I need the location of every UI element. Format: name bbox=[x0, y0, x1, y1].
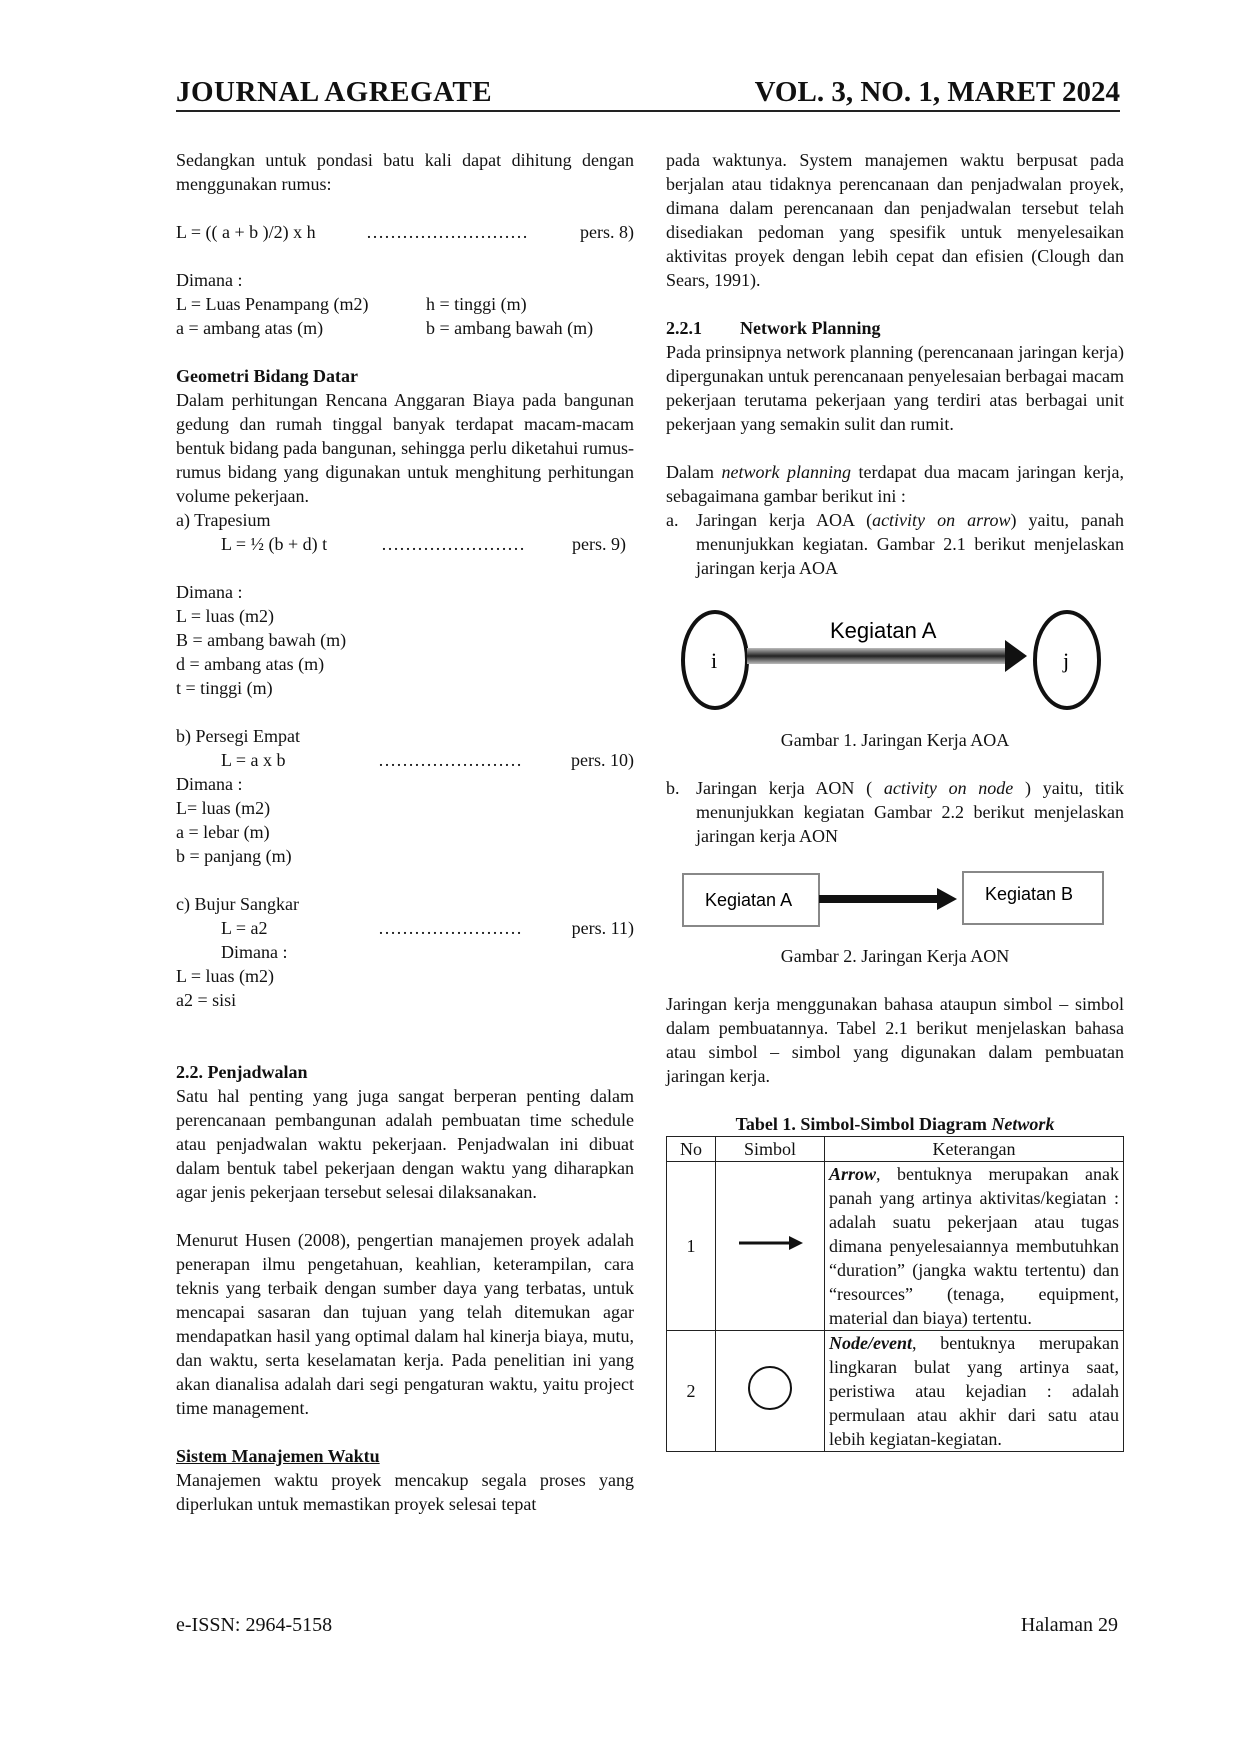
equation-9 bbox=[176, 532, 634, 556]
list-item-aoa bbox=[666, 508, 1124, 580]
text-run: Dalam bbox=[666, 462, 722, 482]
link-arrow-shaft bbox=[819, 895, 939, 903]
paragraph: Jaringan kerja menggunakan bahasa ataupun simbol – simbol dalam pembuatannya. Tabel 2.1 berikut menjelaskan bahasa atau simbol – simbol yang digunakan dalam pembuatan jaringan kerja. bbox=[666, 994, 1124, 1086]
italic-term: Network bbox=[991, 1114, 1055, 1134]
section-number: 2.2.1 bbox=[666, 318, 702, 338]
figure-caption: Gambar 2. Jaringan Kerja AON bbox=[780, 946, 1010, 966]
row-number: 2 bbox=[667, 1331, 716, 1452]
equation-ref: pers. 10) bbox=[571, 750, 634, 770]
intro-text: Sedangkan untuk pondasi batu kali dapat dihitung dengan menggunakan rumus: bbox=[176, 150, 634, 194]
definition-row bbox=[176, 316, 634, 340]
journal-header bbox=[176, 74, 1120, 112]
equation-formula: L = a x b bbox=[221, 750, 286, 770]
list-text bbox=[696, 776, 1124, 848]
equation-formula: L = a2 bbox=[221, 918, 268, 938]
definition: b = ambang bawah (m) bbox=[426, 318, 594, 338]
node-circle-icon bbox=[745, 1363, 795, 1413]
node-i-label: i bbox=[711, 648, 718, 673]
italic-term: activity on arrow bbox=[872, 510, 1011, 530]
symbol-cell bbox=[716, 1331, 825, 1452]
paragraph bbox=[666, 460, 1124, 508]
section-heading: Sistem Manajemen Waktu bbox=[176, 1446, 380, 1466]
list-label: a) Trapesium bbox=[176, 510, 271, 530]
description: , bentuknya merupakan anak panah yang artinya aktivitas/kegiatan : adalah suatu pekerjaan atau tugas dimana penyelesaiannya membutuhkan “duration” (jangka waktu tertentu) dan “resources” (tenaga, equipment, material dan biaya) tertentu. bbox=[829, 1164, 1119, 1328]
paragraph: Manajemen waktu proyek mencakup segala proses yang diperlukan untuk memastikan proyek selesai tepat bbox=[176, 1470, 634, 1514]
definition: L = luas (m2) bbox=[176, 606, 274, 626]
definition: L= luas (m2) bbox=[176, 798, 271, 818]
table-row bbox=[667, 1331, 1124, 1452]
arrow-icon bbox=[735, 1233, 805, 1253]
row-number: 1 bbox=[667, 1162, 716, 1331]
node-j-label: j bbox=[1063, 648, 1070, 673]
column-header: No bbox=[667, 1137, 716, 1162]
paragraph: Pada prinsipnya network planning (perencanaan jaringan kerja) dipergunakan untuk perencanaan penyelesaian berbagai macam pekerjaan terutama pekerjaan yang terdiri atas berbagai unit pekerjaan yang semakin sulit dan rumit. bbox=[666, 342, 1124, 434]
definition: B = ambang bawah (m) bbox=[176, 630, 347, 650]
dimana-label: Dimana : bbox=[176, 270, 243, 290]
dimana-label: Dimana : bbox=[221, 942, 288, 962]
volume-info: VOL. 3, NO. 1, MARET 2024 bbox=[754, 76, 1120, 108]
figure-aoa bbox=[666, 600, 1124, 720]
text-run: terdapat dua macam jaringan kerja, sebagaimana gambar berikut ini : bbox=[666, 462, 1124, 506]
figure-aon bbox=[666, 868, 1124, 932]
description-cell bbox=[825, 1162, 1124, 1331]
description-cell bbox=[825, 1331, 1124, 1452]
text-run: ) yaitu, titik menunjukkan kegiatan Gambar 2.2 berikut menjelaskan jaringan kerja AON bbox=[696, 778, 1124, 846]
definition: L = Luas Penampang (m2) bbox=[176, 294, 369, 314]
paragraph: Dalam perhitungan Rencana Anggaran Biaya pada bangunan gedung dan rumah tinggal banyak terdapat macam-macam bentuk bidang pada bangunan, sehingga perlu diketahui rumus-rumus bidang yang digunakan untuk menghitung perhitungan volume pekerjaan. bbox=[176, 390, 634, 506]
definition: a2 = sisi bbox=[176, 990, 237, 1010]
text-run: Jaringan kerja AOA ( bbox=[696, 510, 873, 530]
paragraph: Menurut Husen (2008), pengertian manajemen proyek adalah penerapan ilmu pengetahuan, keahlian, keterampilan, cara teknis yang terbaik dengan sumber daya yang terbatas, untuk mencapai sasaran dan tujuan yang telah ditemukan agar mendapatkan hasil yang optimal dalam hal kinerja biaya, mutu, dan waktu, serta keselamatan kerja. Pada penelitian ini yang akan dianalisa adalah dari segi pengaturan waktu, yaitu project time management. bbox=[176, 1230, 634, 1418]
equation-dots: …………………… bbox=[381, 534, 525, 554]
paragraph: Satu hal penting yang juga sangat berperan penting dalam perencanaan pembangunan adalah pembuatan time schedule atau penjadwalan waktu pekerjaan. Penjadwalan ini dibuat dalam bentuk tabel pekerjaan dengan waktu yang diharapkan agar jenis pekerjaan tersebut selesai dilaksanakan. bbox=[176, 1086, 634, 1202]
equation-dots: …………………… bbox=[378, 918, 522, 938]
definition: L = luas (m2) bbox=[176, 966, 274, 986]
equation-dots: ……………………… bbox=[366, 222, 528, 242]
definition-row bbox=[176, 292, 634, 316]
activity-box-b-label: Kegiatan B bbox=[985, 884, 1074, 904]
definition: d = ambang atas (m) bbox=[176, 654, 325, 674]
symbol-cell bbox=[716, 1162, 825, 1331]
footer-issn: e-ISSN: 2964-5158 bbox=[176, 1614, 333, 1636]
symbol-table bbox=[666, 1136, 1124, 1452]
italic-term: network planning bbox=[721, 462, 852, 482]
italic-term: activity on node bbox=[883, 778, 1014, 798]
equation-ref: pers. 8) bbox=[580, 222, 634, 242]
definition: a = lebar (m) bbox=[176, 822, 270, 842]
activity-arrow-shaft bbox=[747, 648, 1007, 664]
definition: t = tinggi (m) bbox=[176, 678, 273, 698]
text-run: Tabel 1. Simbol-Simbol Diagram bbox=[735, 1114, 992, 1134]
table-row bbox=[667, 1162, 1124, 1331]
text-run: ) yaitu, panah menunjukkan kegiatan. Gambar 2.1 berikut menjelaskan jaringan kerja AOA bbox=[696, 510, 1124, 578]
section-heading: 2.2. Penjadwalan bbox=[176, 1062, 308, 1082]
section-heading bbox=[666, 316, 1124, 340]
description: , bentuknya merupakan lingkaran bulat yang artinya saat, peristiwa atau kejadian : adalah permulaan atau akhir dari satu atau lebih kegiatan-kegiatan. bbox=[829, 1333, 1119, 1449]
section-heading: Geometri Bidang Datar bbox=[176, 366, 358, 386]
table-header-row bbox=[667, 1137, 1124, 1162]
equation-10 bbox=[176, 748, 634, 772]
list-label: b) Persegi Empat bbox=[176, 726, 300, 746]
text-run: Jaringan kerja AON ( bbox=[696, 778, 884, 798]
activity-box-a-label: Kegiatan A bbox=[705, 890, 793, 910]
column-header: Keterangan bbox=[825, 1137, 1124, 1162]
list-item-aon bbox=[666, 776, 1124, 848]
list-label: c) Bujur Sangkar bbox=[176, 894, 299, 914]
footer-page-number: Halaman 29 bbox=[1020, 1614, 1118, 1636]
equation-8 bbox=[176, 220, 634, 244]
journal-name: JOURNAL AGREGATE bbox=[176, 76, 493, 108]
activity-label: Kegiatan A bbox=[830, 618, 937, 643]
link-arrowhead bbox=[937, 888, 957, 910]
paragraph: pada waktunya. System manajemen waktu berpusat pada berjalan atau tidaknya perencanaan dan penjadwalan proyek, dimana dalam perencanaan dan penjadwalan tersebut telah disediakan pedoman yang spesifik untuk menyelesaikan aktivitas proyek dengan lebih cepat dan efisien (Clough dan Sears, 1991). bbox=[666, 150, 1124, 290]
equation-ref: pers. 9) bbox=[572, 534, 626, 554]
equation-ref: pers. 11) bbox=[571, 918, 634, 938]
list-marker: a. bbox=[666, 510, 679, 530]
definition: a = ambang atas (m) bbox=[176, 318, 324, 338]
activity-arrowhead bbox=[1005, 640, 1027, 672]
definition: b = panjang (m) bbox=[176, 846, 292, 866]
list-text bbox=[696, 508, 1124, 580]
term: Node/event bbox=[829, 1333, 912, 1353]
equation-formula: L = (( a + b )/2) x h bbox=[176, 222, 316, 242]
dimana-label: Dimana : bbox=[176, 582, 243, 602]
aoa-diagram bbox=[675, 600, 1115, 720]
aon-diagram bbox=[675, 868, 1115, 932]
equation-formula: L = ½ (b + d) t bbox=[221, 534, 328, 554]
term: Arrow bbox=[829, 1164, 877, 1184]
section-title: Network Planning bbox=[740, 318, 881, 338]
table-caption bbox=[666, 1112, 1124, 1136]
equation-dots: …………………… bbox=[378, 750, 522, 770]
column-header: Simbol bbox=[716, 1137, 825, 1162]
right-column bbox=[666, 148, 1124, 1452]
list-marker: b. bbox=[666, 778, 680, 798]
figure-caption: Gambar 1. Jaringan Kerja AOA bbox=[780, 730, 1010, 750]
definition: h = tinggi (m) bbox=[426, 294, 527, 314]
equation-11 bbox=[176, 916, 634, 940]
dimana-label: Dimana : bbox=[176, 774, 243, 794]
left-column bbox=[176, 148, 634, 1516]
